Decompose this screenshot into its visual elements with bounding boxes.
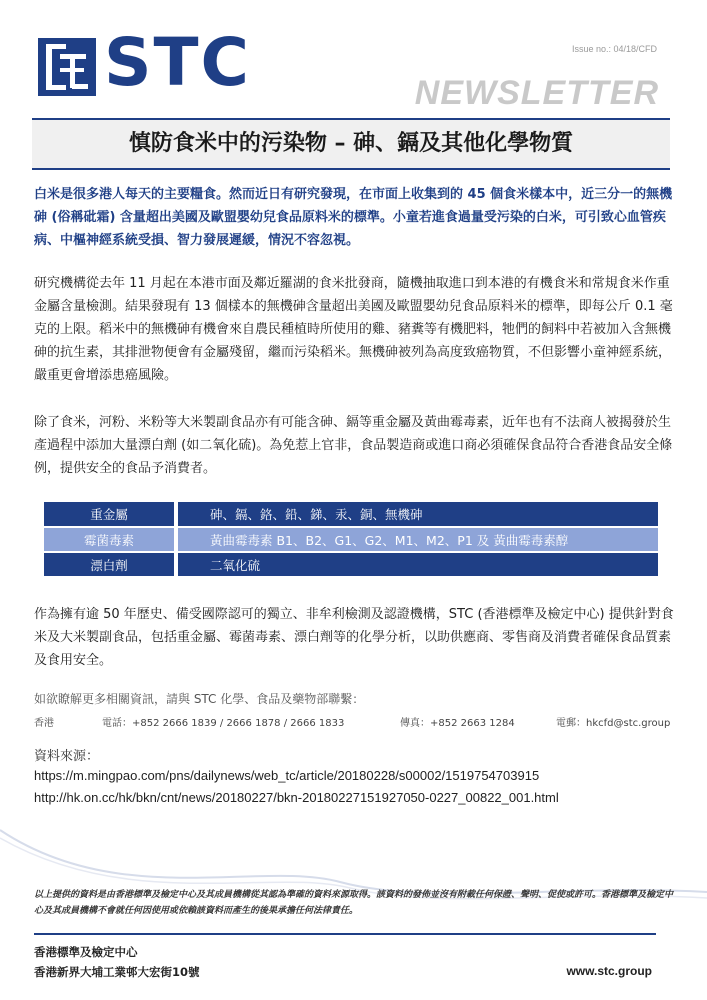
intro-paragraph: 白米是很多港人每天的主要糧食。然而近日有研究發現，在市面上收集到的 45 個食米樣本中，近三分一的無機砷 (俗稱砒霜) 含量超出美國及歐盟嬰幼兒食品原料米的標準。小童若進食過量受污染的白米，可引致心血管疾病、中樞神經系統受損、智力發展遲緩，情況不容忽視。 bbox=[34, 187, 673, 248]
contact-intro: 如欲瞭解更多相關資訊，請與 STC 化學、食品及藥物部聯繫： bbox=[34, 692, 365, 706]
body-paragraph-3: 作為擁有逾 50 年歷史、備受國際認可的獨立、非牟利檢測及認證機構，STC (香港標準及檢定中心) 提供針對食米及大米製副食品，包括重金屬、霉菌毒素、漂白劑等的化學分析，以助供應商、零售商及消費者確保食品質素及食用安全。 bbox=[34, 607, 674, 668]
newsletter-label: NEWSLETTER bbox=[414, 74, 659, 112]
title-bar bbox=[32, 118, 670, 170]
source-link-1[interactable]: https://m.mingpao.com/pns/dailynews/web_tc/article/20180228/s00002/1519754703915 bbox=[34, 768, 540, 783]
table-row bbox=[44, 552, 658, 577]
footer-website-link[interactable]: www.stc.group bbox=[566, 964, 652, 978]
sources-label: 資料來源： bbox=[34, 749, 100, 764]
table-key: 重金屬 bbox=[44, 502, 176, 527]
table-value: 黃曲霉毒素 B1、B2、G1、G2、M1、M2、P1 及 黃曲霉毒素醇 bbox=[176, 527, 658, 552]
contact-email[interactable]: 電郵：hkcfd@stc.group bbox=[556, 718, 671, 729]
table-row bbox=[44, 502, 658, 527]
footer-divider bbox=[34, 933, 656, 935]
source-link-2[interactable]: http://hk.on.cc/hk/bkn/cnt/news/20180227/bkn-20180227151927050-0227_00822_001.html bbox=[34, 790, 559, 805]
table-value: 砷、鎘、鉻、鉛、銻、汞、銅、無機砷 bbox=[176, 502, 658, 527]
body-paragraph-2: 除了食米，河粉、米粉等大米製副食品亦有可能含砷、鎘等重金屬及黃曲霉毒素，近年也有不法商人被揭發於生產過程中添加大量漂白劑 (如二氧化硫)。為免惹上官非，食品製造商或進口商必須確保食品符合香港食品安全條例，提供安全的食品予消費者。 bbox=[34, 415, 673, 476]
logo-glyph-icon bbox=[46, 44, 88, 90]
contact-phone: 電話：+852 2666 1839 / 2666 1878 / 2666 1833 bbox=[102, 718, 345, 729]
test-items-table bbox=[44, 502, 658, 578]
table-key: 漂白劑 bbox=[44, 552, 176, 577]
stc-logo-mark bbox=[38, 38, 96, 96]
contact-fax: 傳真：+852 2663 1284 bbox=[400, 718, 515, 729]
table-key: 霉菌毒素 bbox=[44, 527, 176, 552]
issue-number: Issue no.: 04/18/CFD bbox=[571, 44, 657, 54]
table-value: 二氧化硫 bbox=[176, 552, 658, 577]
page-title: 慎防食米中的污染物 – 砷、鎘及其他化學物質 bbox=[128, 131, 574, 156]
footer-org: 香港標準及檢定中心 bbox=[34, 945, 138, 959]
table-row bbox=[44, 527, 658, 552]
disclaimer: 以上提供的資料是由香港標準及檢定中心及其成員機構從其認為準確的資料來源取得。該資料的發佈並沒有附載任何保證、聲明、促使或許可。香港標準及檢定中心及其成員機構不會就任何因使用或依賴該資料而產生的後果承擔任何法律責任。 bbox=[34, 890, 674, 916]
brand-name: STC bbox=[104, 24, 251, 101]
contact-region: 香港 bbox=[34, 718, 54, 729]
body-paragraph-1: 研究機構從去年 11 月起在本港市面及鄰近羅湖的食米批發商，隨機抽取進口到本港的有機食米和常規食米作重金屬含量檢測。結果發現有 13 個樣本的無機砷含量超出美國及歐盟嬰幼兒食品原料米的標準，即每公斤 0.1 毫克的上限。稻米中的無機砷有機會來自農民種植時所使用的雞、豬糞等有機肥料，牠們的飼料中若被加入含無機砷的抗生素，其排泄物便會有金屬殘留，繼而污染稻米。無機砷被列為高度致癌物質，不但影響小童神經系統，嚴重更會增添患癌風險。 bbox=[34, 276, 673, 383]
footer-address: 香港新界大埔工業邨大宏街10號 bbox=[34, 965, 200, 979]
